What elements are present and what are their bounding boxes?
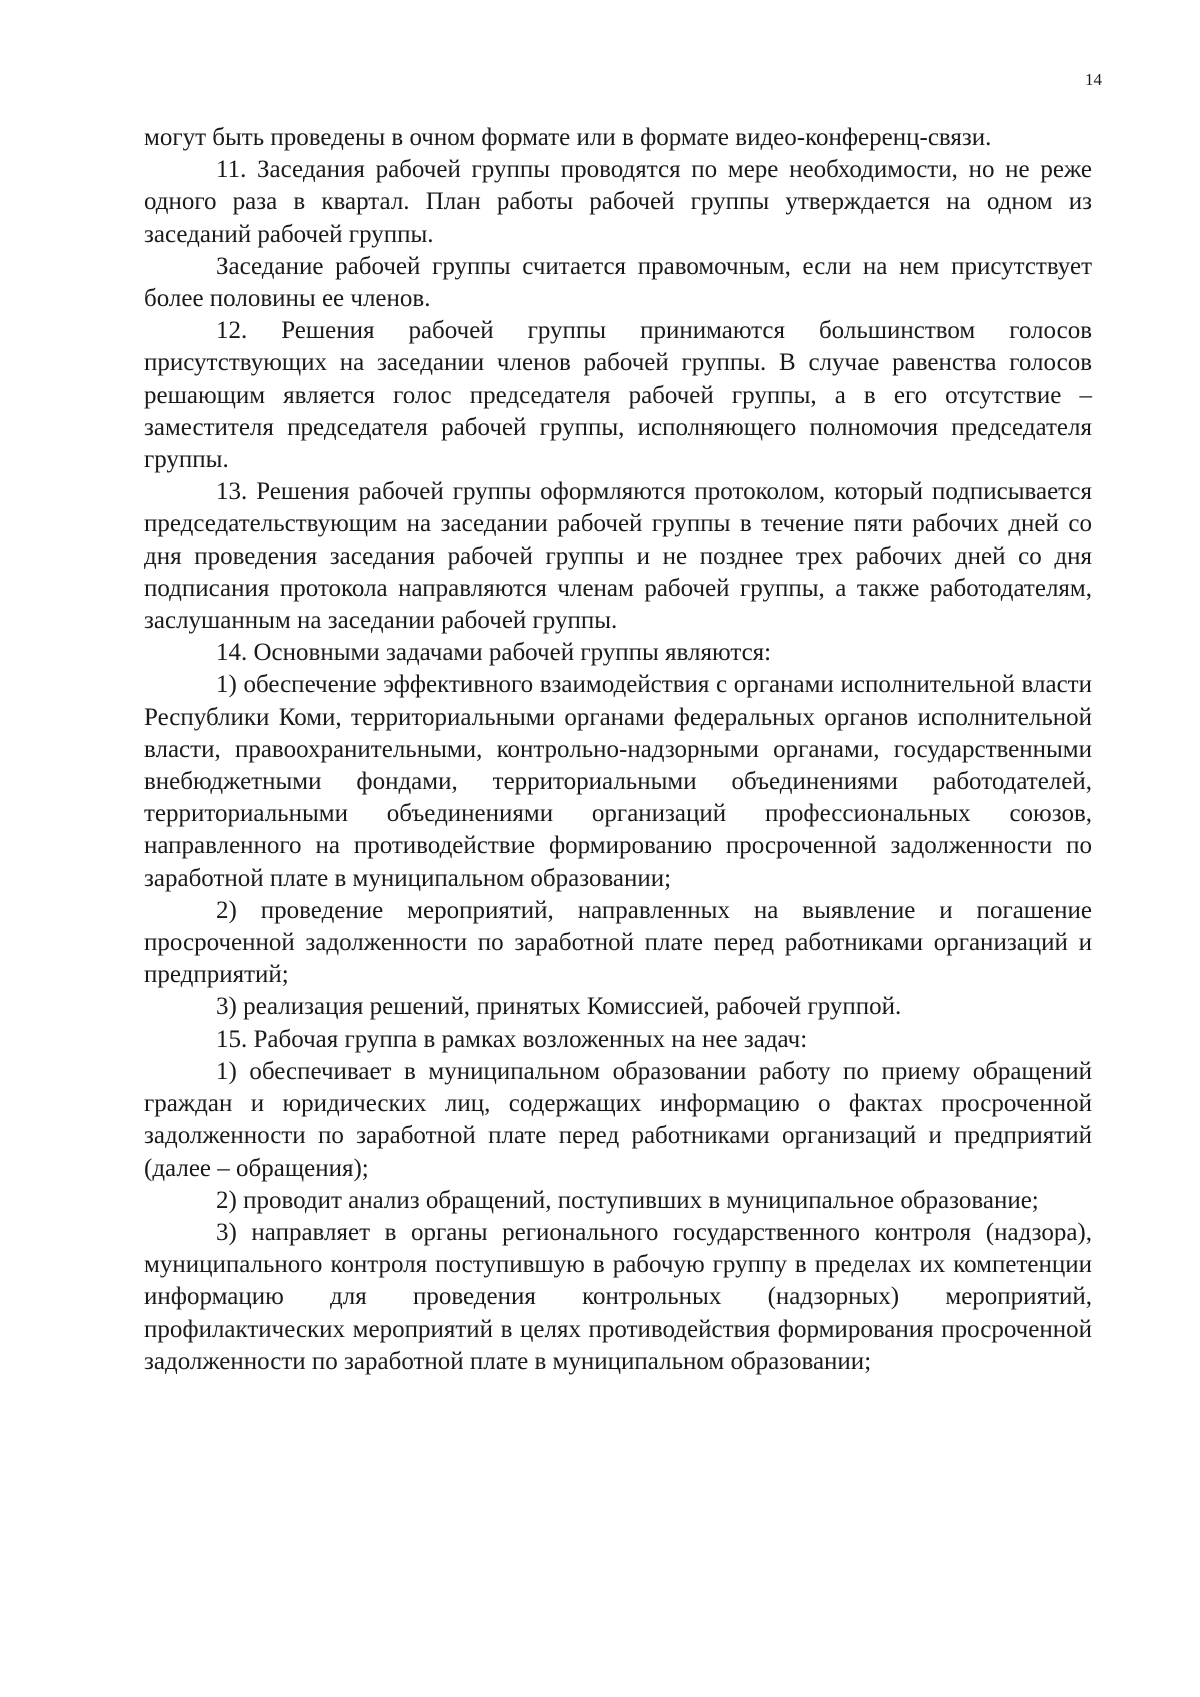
paragraph: 1) обеспечивает в муниципальном образовании работу по приему обращений граждан и юридических лиц, содержащих информацию о фактах просроченной задолженности по заработной плате перед работниками организаций и предприятий (далее – обращения); xyxy=(144,1057,1092,1182)
document-body xyxy=(144,122,1092,1378)
paragraph: 13. Решения рабочей группы оформляются протоколом, который подписывается председательствующим на заседании рабочей группы в течение пяти рабочих дней со дня проведения заседания рабочей группы и не позднее трех рабочих дней со дня подписания протокола направляются членам рабочей группы, а также работодателям, заслушанным на заседании рабочей группы. xyxy=(144,478,1092,635)
paragraph: могут быть проведены в очном формате или в формате видео-конференц-связи. xyxy=(144,124,992,151)
page-number: 14 xyxy=(1085,70,1102,89)
paragraph: 12. Решения рабочей группы принимаются большинством голосов присутствующих на заседании членов рабочей группы. В случае равенства голосов решающим является голос председателя рабочей группы, а в его отсутствие – заместителя председателя рабочей группы, исполняющего полномочия председателя группы. xyxy=(144,317,1092,474)
paragraph: 2) проведение мероприятий, направленных на выявление и погашение просроченной задолженности по заработной плате перед работниками организаций и предприятий; xyxy=(144,896,1092,989)
paragraph: Заседание рабочей группы считается правомочным, если на нем присутствует более половины ее членов. xyxy=(144,252,1092,313)
paragraph: 11. Заседания рабочей группы проводятся по мере необходимости, но не реже одного раза в квартал. План работы рабочей группы утверждается на одном из заседаний рабочей группы. xyxy=(144,156,1092,248)
paragraph: 2) проводит анализ обращений, поступивших в муниципальное образование; xyxy=(216,1186,1039,1214)
paragraph: 3) реализация решений, принятых Комиссией, рабочей группой. xyxy=(216,993,902,1021)
paragraph: 14. Основными задачами рабочей группы являются: xyxy=(216,639,772,667)
paragraph: 1) обеспечение эффективного взаимодействия с органами исполнительной власти Республики Коми, территориальными органами федеральных органов исполнительной власти, правоохранительными, контрольно-надзорными органами, государственными внебюджетными фондами, территориальными объединениями работодателей, территориальными объединениями организаций профессиональных союзов, направленного на противодействие формированию просроченной задолженности по заработной плате в муниципальном образовании; xyxy=(144,671,1092,892)
paragraph: 15. Рабочая группа в рамках возложенных на нее задач: xyxy=(216,1025,808,1053)
paragraph: 3) направляет в органы регионального государственного контроля (надзора), муниципального контроля поступившую в рабочую группу в пределах их компетенции информацию для проведения контрольных (надзорных) мероприятий, профилактических мероприятий в целях противодействия формирования просроченной задолженности по заработной плате в муниципальном образовании; xyxy=(144,1218,1092,1375)
